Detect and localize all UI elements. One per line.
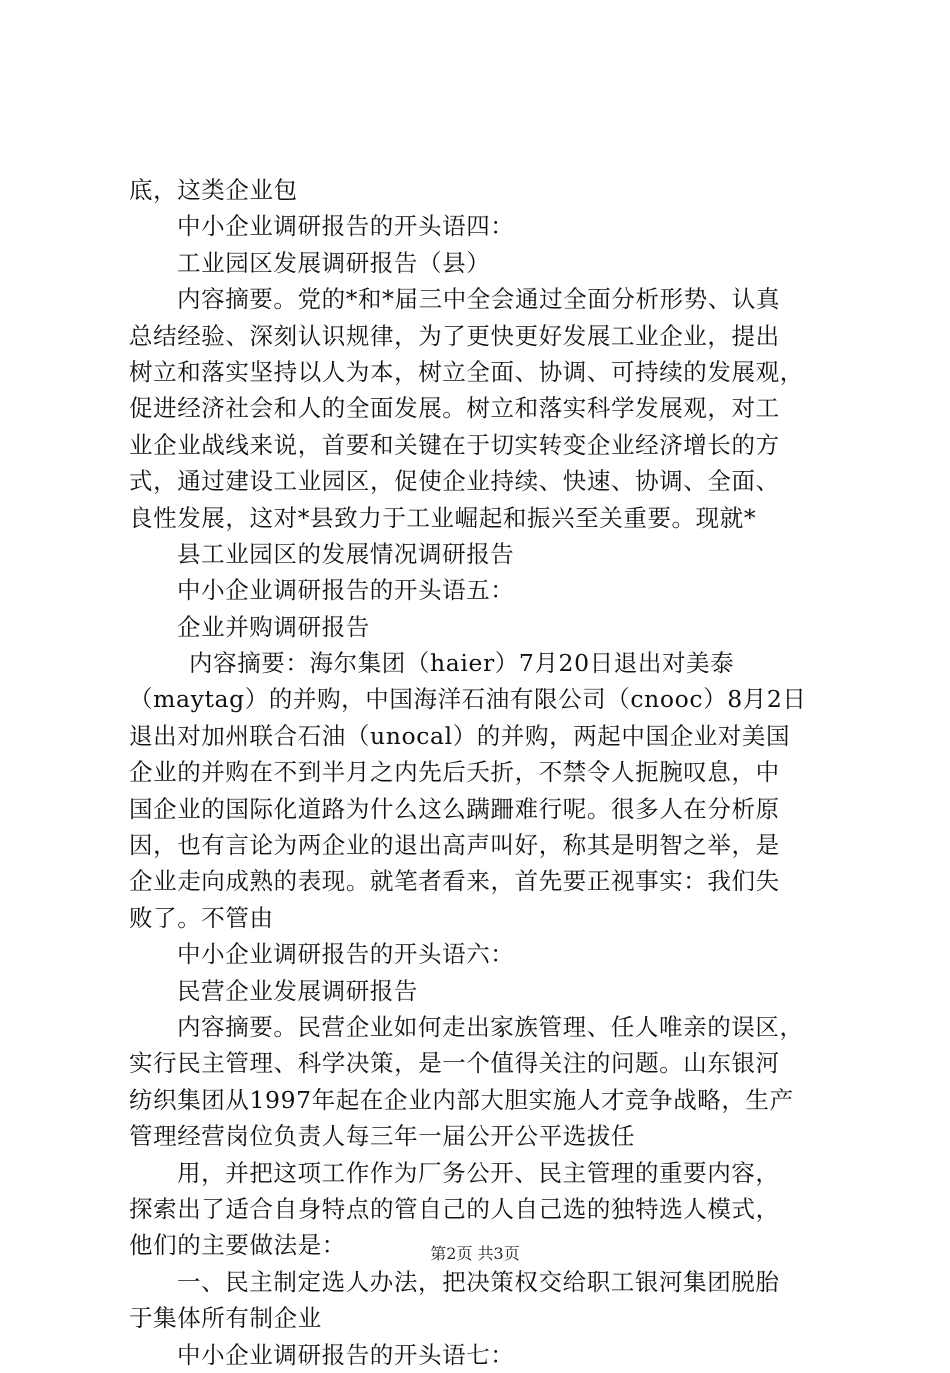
text-line: 退出对加州联合石油（unocal）的并购，两起中国企业对美国 <box>129 721 791 750</box>
text-line: 中小企业调研报告的开头语七： <box>177 1340 515 1369</box>
text-line: 总结经验、深刻认识规律，为了更快更好发展工业企业，提出 <box>129 321 780 350</box>
text-line: 底，这类企业包 <box>129 176 298 204</box>
text-line: 县工业园区的发展情况调研报告 <box>177 539 515 568</box>
text-line: 业企业战线来说，首要和关键在于切实转变企业经济增长的方 <box>129 430 780 459</box>
text-line: 一、民主制定选人办法，把决策权交给职工银河集团脱胎 <box>177 1267 780 1296</box>
text-line: 用，并把这项工作作为厂务公开、民主管理的重要内容， <box>177 1158 780 1187</box>
text-line: 管理经营岗位负责人每三年一届公开公平选拔任 <box>129 1122 636 1151</box>
text-line: 纺织集团从1997年起在企业内部大胆实施人才竞争战略，生产 <box>129 1085 794 1114</box>
text-line: 于集体所有制企业 <box>129 1304 322 1333</box>
text-line: 中小企业调研报告的开头语四： <box>177 212 515 241</box>
text-line: 因，也有言论为两企业的退出高声叫好，称其是明智之举，是 <box>129 831 780 860</box>
text-line: 国企业的国际化道路为什么这么蹒跚难行呢。很多人在分析原 <box>129 794 780 823</box>
text-line: 促进经济社会和人的全面发展。树立和落实科学发展观，对工 <box>129 394 780 423</box>
text-line: 内容摘要：海尔集团（haier）7月20日退出对美泰 <box>189 649 735 678</box>
text-line: 企业的并购在不到半月之内先后夭折，不禁令人扼腕叹息，中 <box>129 758 780 787</box>
text-line: 中小企业调研报告的开头语五： <box>177 576 515 605</box>
text-line: 内容摘要。党的*和*届三中全会通过全面分析形势、认真 <box>177 285 781 314</box>
text-line: 中小企业调研报告的开头语六： <box>177 940 515 969</box>
text-line: 树立和落实坚持以人为本，树立全面、协调、可持续的发展观， <box>129 357 804 386</box>
text-line: 式，通过建设工业园区，促使企业持续、快速、协调、全面、 <box>129 467 780 496</box>
text-line: 工业园区发展调研报告（县） <box>177 248 491 277</box>
text-line: （maytag）的并购，中国海洋石油有限公司（cnooc）8月2日 <box>129 685 807 714</box>
text-line: 内容摘要。民营企业如何走出家族管理、任人唯亲的误区， <box>177 1012 804 1041</box>
text-line: 败了。不管由 <box>129 903 274 932</box>
text-line: 企业走向成熟的表现。就笔者看来，首先要正视事实：我们失 <box>129 867 780 896</box>
text-line: 民营企业发展调研报告 <box>177 976 418 1005</box>
page-footer: 第2页 共3页 <box>430 1244 520 1263</box>
text-line: 良性发展，这对*县致力于工业崛起和振兴至关重要。现就* <box>129 503 757 532</box>
text-line: 他们的主要做法是： <box>129 1231 346 1260</box>
text-line: 探索出了适合自身特点的管自己的人自己选的独特选人模式， <box>129 1194 780 1223</box>
text-line: 企业并购调研报告 <box>177 612 370 641</box>
document-body <box>129 172 829 1373</box>
text-line: 实行民主管理、科学决策，是一个值得关注的问题。山东银河 <box>129 1049 780 1078</box>
